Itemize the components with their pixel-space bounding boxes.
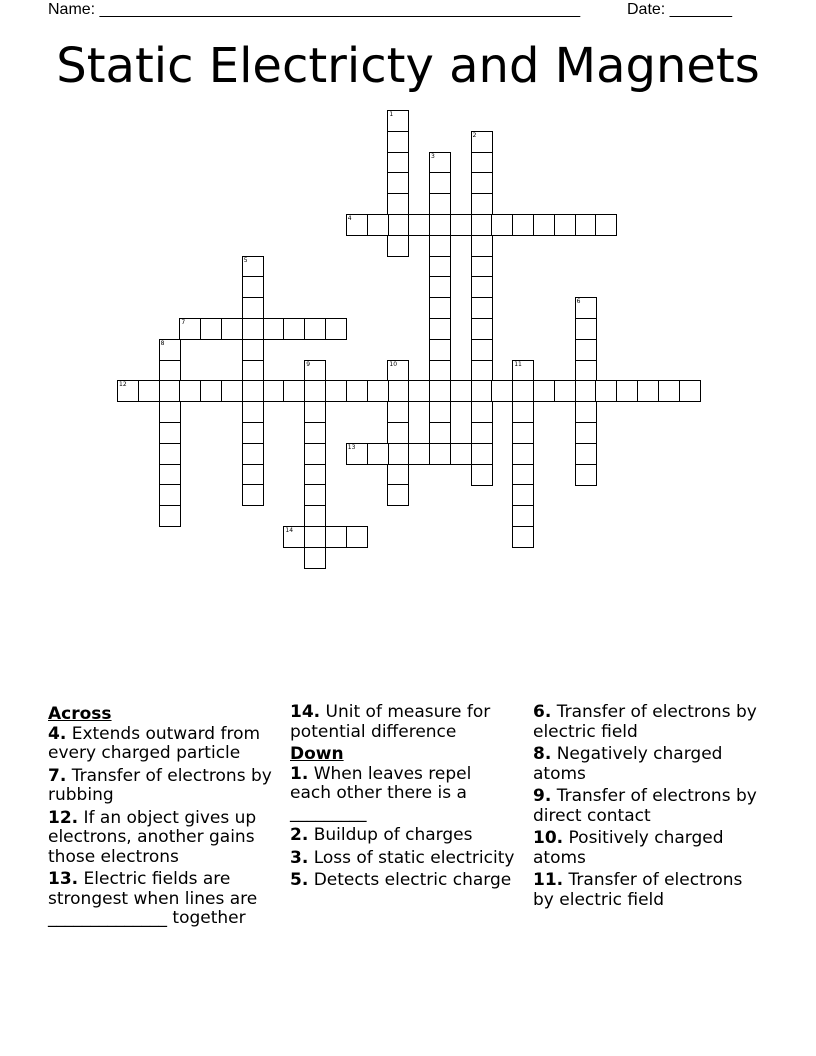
crossword-cell[interactable] (304, 422, 326, 444)
clue-number: 1. (290, 763, 309, 784)
crossword-cell[interactable] (575, 297, 597, 319)
crossword-cell[interactable] (554, 214, 576, 236)
crossword-cell[interactable] (159, 505, 181, 527)
crossword-cell[interactable] (575, 339, 597, 361)
crossword-cell[interactable] (304, 547, 326, 569)
crossword-cell[interactable] (429, 235, 451, 257)
crossword-cell[interactable] (387, 484, 409, 506)
clue-text: Unit of measure for potential difference (290, 702, 491, 742)
crossword-cell[interactable] (346, 443, 368, 465)
crossword-cell[interactable] (242, 318, 264, 340)
crossword-cell[interactable] (387, 464, 409, 486)
crossword-cell[interactable] (325, 380, 347, 402)
crossword-cell[interactable] (242, 422, 264, 444)
clue-number: 6. (533, 702, 552, 722)
crossword-cell[interactable] (221, 318, 243, 340)
crossword-cell[interactable] (200, 318, 222, 340)
crossword-cell[interactable] (387, 214, 409, 236)
clue-down-9 (533, 787, 758, 826)
crossword-cell[interactable] (512, 422, 534, 444)
crossword-cell[interactable] (575, 380, 597, 402)
cell-number: 14 (285, 527, 294, 534)
crossword-cell[interactable] (159, 443, 181, 465)
clue-text: Transfer of electrons by rubbing (48, 765, 272, 805)
crossword-cell[interactable] (575, 360, 597, 382)
crossword-cell[interactable] (533, 380, 555, 402)
cell-number: 6 (576, 298, 581, 306)
clue-across-12 (48, 809, 273, 868)
crossword-cell[interactable] (367, 443, 389, 465)
crossword-cell[interactable] (595, 214, 617, 236)
clue-number: 14. (290, 702, 321, 722)
clue-number: 13. (48, 869, 79, 889)
crossword-cell[interactable] (387, 172, 409, 194)
crossword-cell[interactable] (429, 256, 451, 278)
crossword-cell[interactable] (179, 380, 201, 402)
clue-text: Transfer of electrons by electric field (533, 870, 743, 910)
crossword-cell[interactable] (263, 318, 285, 340)
clue-number: 8. (533, 744, 552, 764)
clue-text: Detects electric charge (313, 870, 512, 890)
clue-down-3 (290, 849, 515, 869)
crossword-cell[interactable] (429, 297, 451, 319)
crossword-cell[interactable] (575, 443, 597, 465)
cell-number: 9 (306, 360, 311, 368)
crossword-cell[interactable] (242, 380, 264, 402)
crossword-cell[interactable] (387, 131, 409, 153)
crossword-cell[interactable] (242, 276, 264, 298)
crossword-cell[interactable] (387, 193, 409, 215)
clue-number: 9. (533, 786, 552, 806)
clue-down-10 (533, 829, 758, 868)
clue-text: Positively charged atoms (533, 828, 724, 868)
crossword-cell[interactable] (616, 380, 638, 402)
crossword-cell[interactable] (304, 380, 326, 402)
crossword-cell[interactable] (471, 360, 493, 382)
crossword-cell[interactable] (575, 401, 597, 423)
crossword-cell[interactable] (471, 318, 493, 340)
cell-number: 5 (243, 256, 248, 264)
crossword-cell[interactable] (471, 339, 493, 361)
crossword-cell[interactable] (471, 401, 493, 423)
cell-number: 4 (347, 215, 352, 222)
crossword-cell[interactable] (367, 214, 389, 236)
crossword-cell[interactable] (471, 214, 493, 236)
cell-number: 13 (347, 443, 356, 451)
crossword-cell[interactable] (429, 214, 451, 236)
crossword-cell[interactable] (242, 297, 264, 319)
crossword-cell[interactable] (637, 380, 659, 402)
crossword-cell[interactable] (387, 401, 409, 423)
crossword-cell[interactable] (429, 172, 451, 194)
clue-number: 2. (290, 825, 309, 845)
crossword-cell[interactable] (471, 172, 493, 194)
crossword-cell[interactable] (242, 443, 264, 465)
crossword-cell[interactable] (387, 380, 409, 402)
cell-number: 11 (514, 360, 522, 368)
cell-number: 10 (389, 360, 398, 368)
clue-text: Loss of static electricity (313, 847, 515, 868)
crossword-cell[interactable] (450, 380, 472, 402)
crossword-cell[interactable] (304, 484, 326, 506)
crossword-cell[interactable] (283, 318, 305, 340)
crossword-cell[interactable] (554, 380, 576, 402)
crossword-cell[interactable] (533, 214, 555, 236)
crossword-cell[interactable] (179, 318, 201, 340)
crossword-cell[interactable] (471, 193, 493, 215)
clue-down-8 (533, 745, 758, 784)
crossword-cell[interactable] (471, 464, 493, 486)
crossword-cell[interactable] (159, 464, 181, 486)
crossword-cell[interactable] (263, 380, 285, 402)
crossword-cell[interactable] (159, 380, 181, 402)
date-line: Date: _______ (627, 1, 732, 18)
cell-number: 7 (181, 319, 186, 326)
crossword-cell[interactable] (429, 360, 451, 382)
crossword-cell[interactable] (429, 152, 451, 174)
crossword-cell[interactable] (512, 505, 534, 527)
clue-text: Buildup of charges (313, 825, 473, 845)
crossword-cell[interactable] (283, 526, 305, 548)
crossword-cell[interactable] (117, 380, 139, 402)
clue-across-13 (48, 870, 273, 929)
cell-number: 8 (160, 339, 165, 347)
crossword-cell[interactable] (471, 131, 493, 153)
crossword-cell[interactable] (658, 380, 680, 402)
crossword-cell[interactable] (304, 318, 326, 340)
crossword-cell[interactable] (387, 422, 409, 444)
crossword-cell[interactable] (450, 214, 472, 236)
crossword-cell[interactable] (575, 464, 597, 486)
crossword-cell[interactable] (367, 380, 389, 402)
crossword-cell[interactable] (429, 318, 451, 340)
clue-down-5 (290, 871, 515, 891)
crossword-cell[interactable] (491, 380, 513, 402)
crossword-cell[interactable] (200, 380, 222, 402)
crossword-cell[interactable] (346, 214, 368, 236)
clue-down-1 (290, 765, 515, 824)
clue-across-4 (48, 725, 273, 764)
crossword-cell[interactable] (242, 484, 264, 506)
crossword-cell[interactable] (471, 276, 493, 298)
crossword-cell[interactable] (512, 443, 534, 465)
crossword-cell[interactable] (159, 401, 181, 423)
crossword-cell[interactable] (471, 235, 493, 257)
crossword-cell[interactable] (304, 505, 326, 527)
clue-across-14 (290, 703, 515, 742)
crossword-cell[interactable] (159, 360, 181, 382)
crossword-cell[interactable] (512, 380, 534, 402)
crossword-cell[interactable] (221, 380, 243, 402)
crossword-cell[interactable] (575, 214, 597, 236)
crossword-cell[interactable] (408, 443, 430, 465)
crossword-cell[interactable] (595, 380, 617, 402)
crossword-cell[interactable] (387, 152, 409, 174)
crossword-cell[interactable] (575, 422, 597, 444)
crossword-cell[interactable] (242, 256, 264, 278)
crossword-cell[interactable] (242, 464, 264, 486)
crossword-cell[interactable] (304, 443, 326, 465)
crossword-cell[interactable] (471, 422, 493, 444)
clue-text: Extends outward from every charged particle (48, 723, 261, 763)
crossword-cell[interactable] (471, 380, 493, 402)
crossword-cell[interactable] (283, 380, 305, 402)
down-heading: Down (290, 744, 344, 764)
crossword-cell[interactable] (387, 360, 409, 382)
clue-text: Electric fields are strongest when lines are ______________ together (48, 869, 258, 928)
crossword-cell[interactable] (325, 318, 347, 340)
clue-column-1 (48, 703, 273, 932)
crossword-cell[interactable] (304, 401, 326, 423)
crossword-cell[interactable] (346, 380, 368, 402)
page-title: Static Electricty and Magnets (56, 38, 760, 94)
crossword-cell[interactable] (471, 152, 493, 174)
crossword-cell[interactable] (429, 276, 451, 298)
clue-column-2 (290, 703, 515, 894)
clue-number: 4. (48, 723, 67, 744)
crossword-cell[interactable] (575, 318, 597, 340)
crossword-cell[interactable] (159, 339, 181, 361)
clue-text: Transfer of electrons by direct contact (533, 786, 757, 826)
crossword-cell[interactable] (138, 380, 160, 402)
crossword-cell[interactable] (242, 339, 264, 361)
crossword-cell[interactable] (471, 443, 493, 465)
clue-number: 11. (533, 870, 564, 890)
crossword-cell[interactable] (408, 380, 430, 402)
clue-column-3 (533, 703, 758, 913)
crossword-cell[interactable] (429, 339, 451, 361)
crossword-cell[interactable] (325, 526, 347, 548)
clue-number: 7. (48, 765, 67, 786)
crossword-cell[interactable] (512, 214, 534, 236)
crossword-cell[interactable] (471, 297, 493, 319)
clue-number: 12. (48, 807, 79, 828)
crossword-cell[interactable] (512, 360, 534, 382)
crossword-cell[interactable] (159, 484, 181, 506)
clue-across-7 (48, 767, 273, 806)
crossword-cell[interactable] (304, 360, 326, 382)
cell-number: 1 (389, 111, 394, 118)
crossword-cell[interactable] (679, 380, 701, 402)
crossword-cell[interactable] (304, 526, 326, 548)
crossword-cell[interactable] (512, 464, 534, 486)
clue-down-6 (533, 703, 758, 742)
across-heading: Across (48, 704, 112, 724)
crossword-cell[interactable] (346, 526, 368, 548)
crossword-cell[interactable] (429, 422, 451, 444)
crossword-cell[interactable] (471, 256, 493, 278)
clue-number: 5. (290, 870, 309, 890)
crossword-cell[interactable] (408, 214, 430, 236)
cell-number: 12 (119, 381, 127, 389)
crossword-cell[interactable] (512, 526, 534, 548)
clue-text: When leaves repel each other there is a _________ (290, 763, 472, 823)
crossword-cell[interactable] (429, 380, 451, 402)
clue-text: Negatively charged atoms (533, 744, 723, 784)
cell-number: 3 (431, 152, 435, 160)
crossword-cell[interactable] (512, 401, 534, 423)
crossword-cell[interactable] (242, 401, 264, 423)
clue-number: 3. (290, 847, 309, 868)
cell-number: 2 (472, 131, 477, 139)
crossword-cell[interactable] (429, 443, 451, 465)
crossword-cell[interactable] (512, 484, 534, 506)
crossword-cell[interactable] (304, 464, 326, 486)
clue-down-11 (533, 871, 758, 910)
crossword-cell[interactable] (159, 422, 181, 444)
crossword-cell[interactable] (491, 214, 513, 236)
clue-down-2 (290, 826, 515, 846)
crossword-cell[interactable] (387, 235, 409, 257)
clue-text: Transfer of electrons by electric field (533, 702, 757, 742)
clue-text: If an object gives up electrons, another gains those electrons (48, 807, 257, 867)
crossword-cell[interactable] (429, 193, 451, 215)
crossword-cell[interactable] (242, 360, 264, 382)
clue-number: 10. (533, 828, 564, 848)
crossword-cell[interactable] (450, 443, 472, 465)
crossword-cell[interactable] (387, 110, 409, 132)
name-line: Name: ______________________________________________________ (48, 1, 581, 18)
crossword-cell[interactable] (387, 443, 409, 465)
crossword-cell[interactable] (429, 401, 451, 423)
